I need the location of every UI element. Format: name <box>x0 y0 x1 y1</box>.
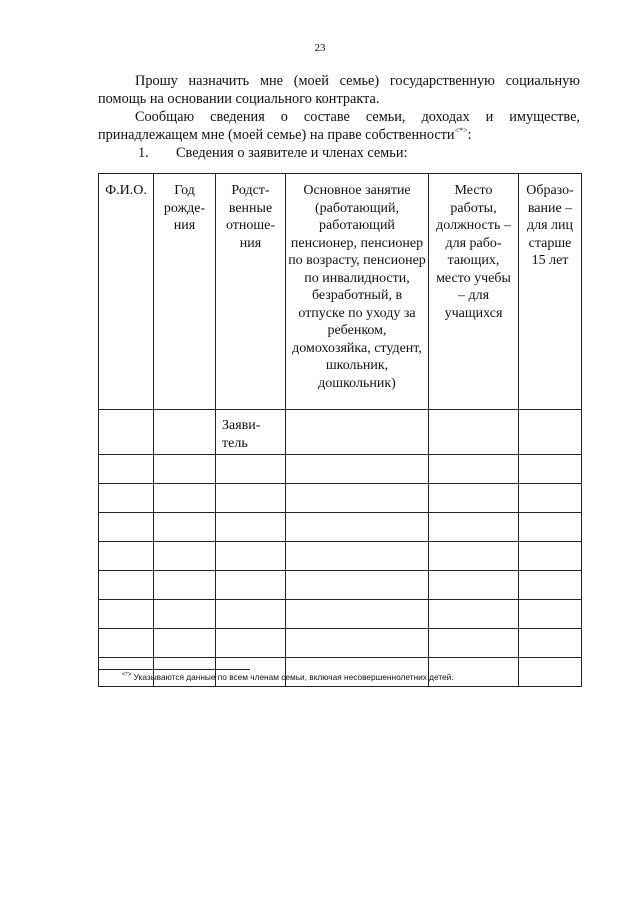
header-label: Год рожде-ния <box>163 183 206 233</box>
table-cell[interactable] <box>154 600 216 629</box>
section-heading <box>98 144 580 162</box>
table-cell[interactable] <box>429 484 519 513</box>
table-row <box>99 513 582 542</box>
table-cell[interactable] <box>99 542 154 571</box>
header-full-name <box>99 174 154 410</box>
table-cell[interactable] <box>519 484 582 513</box>
table-cell[interactable] <box>216 542 286 571</box>
table-row <box>99 455 582 484</box>
header-relation <box>216 174 286 410</box>
footnote-text: Указываются данные по всем членам семьи, включая несовершеннолетних детей. <box>133 672 454 682</box>
section-number: 1. <box>138 145 149 161</box>
header-occupation <box>286 174 429 410</box>
table-cell[interactable] <box>519 513 582 542</box>
table-row-applicant <box>99 410 582 455</box>
header-label: Родст-венные отноше-ния <box>225 183 276 251</box>
table-row <box>99 629 582 658</box>
table-cell[interactable] <box>154 513 216 542</box>
table-cell[interactable] <box>154 571 216 600</box>
table-cell[interactable] <box>519 571 582 600</box>
header-label: Ф.И.О. <box>105 183 147 198</box>
information-paragraph-end: : <box>467 127 472 143</box>
table-cell[interactable] <box>286 571 429 600</box>
table-row <box>99 571 582 600</box>
table-header-row <box>99 174 582 410</box>
table-cell[interactable] <box>154 629 216 658</box>
table-cell[interactable] <box>99 455 154 484</box>
table-cell[interactable] <box>429 571 519 600</box>
table-cell-relation[interactable] <box>216 410 286 455</box>
header-label: Образо-вание – для лиц старше 15 лет <box>526 183 574 268</box>
footnote <box>122 672 592 682</box>
table-cell[interactable] <box>519 542 582 571</box>
family-members-table <box>98 173 582 687</box>
table-row <box>99 542 582 571</box>
table-cell[interactable] <box>216 455 286 484</box>
information-paragraph <box>98 108 580 144</box>
table-cell[interactable] <box>99 571 154 600</box>
table-cell[interactable] <box>216 484 286 513</box>
table-cell[interactable] <box>429 513 519 542</box>
table-cell[interactable] <box>429 455 519 484</box>
table-cell[interactable] <box>429 600 519 629</box>
table-cell[interactable] <box>286 410 429 455</box>
table-cell[interactable] <box>216 513 286 542</box>
applicant-label: Заяви-тель <box>222 418 261 451</box>
information-paragraph-text: Сообщаю сведения о составе семьи, доходах и имуществе, принадлежащем мне (моей семье) на праве собственности <box>98 109 580 143</box>
table-cell[interactable] <box>154 484 216 513</box>
table-cell[interactable] <box>286 629 429 658</box>
table-cell[interactable] <box>99 484 154 513</box>
header-education <box>519 174 582 410</box>
table-cell[interactable] <box>99 629 154 658</box>
table-cell[interactable] <box>286 484 429 513</box>
footnote-separator <box>98 669 250 670</box>
header-birth-year <box>154 174 216 410</box>
table-cell[interactable] <box>99 410 154 455</box>
table-cell[interactable] <box>154 410 216 455</box>
table-cell[interactable] <box>519 410 582 455</box>
footnote-reference: <*> <box>454 126 468 136</box>
table-cell[interactable] <box>519 600 582 629</box>
table-cell[interactable] <box>429 410 519 455</box>
header-label: Основное занятие (работающий, работающий пенсионер, пенсионер по возрасту, пенсионер по инвалидности, безработный, в отпуске по уходу за ребенком, домохозяйка, студент, школьник, дошкольник) <box>288 183 426 391</box>
header-label: Место работы, должность – для рабо-тающих, место учебы – для учащихся <box>436 183 511 321</box>
page-number: 23 <box>314 42 326 54</box>
table-cell[interactable] <box>519 455 582 484</box>
table-row <box>99 484 582 513</box>
table-cell[interactable] <box>519 629 582 658</box>
table-cell[interactable] <box>286 513 429 542</box>
table-cell[interactable] <box>429 542 519 571</box>
table-cell[interactable] <box>216 629 286 658</box>
table-cell[interactable] <box>154 542 216 571</box>
table-cell[interactable] <box>216 571 286 600</box>
request-paragraph: Прошу назначить мне (моей семье) государственную социальную помощь на основании социального контракта. <box>98 73 580 107</box>
table-cell[interactable] <box>286 542 429 571</box>
table-cell[interactable] <box>286 455 429 484</box>
table-row <box>99 600 582 629</box>
header-workplace <box>429 174 519 410</box>
table-cell[interactable] <box>429 629 519 658</box>
table-cell[interactable] <box>99 513 154 542</box>
table-cell[interactable] <box>154 455 216 484</box>
table-cell[interactable] <box>286 600 429 629</box>
table-cell[interactable] <box>216 600 286 629</box>
section-title: Сведения о заявителе и членах семьи: <box>176 145 408 161</box>
footnote-mark: <*> <box>122 672 132 679</box>
table-cell[interactable] <box>99 600 154 629</box>
